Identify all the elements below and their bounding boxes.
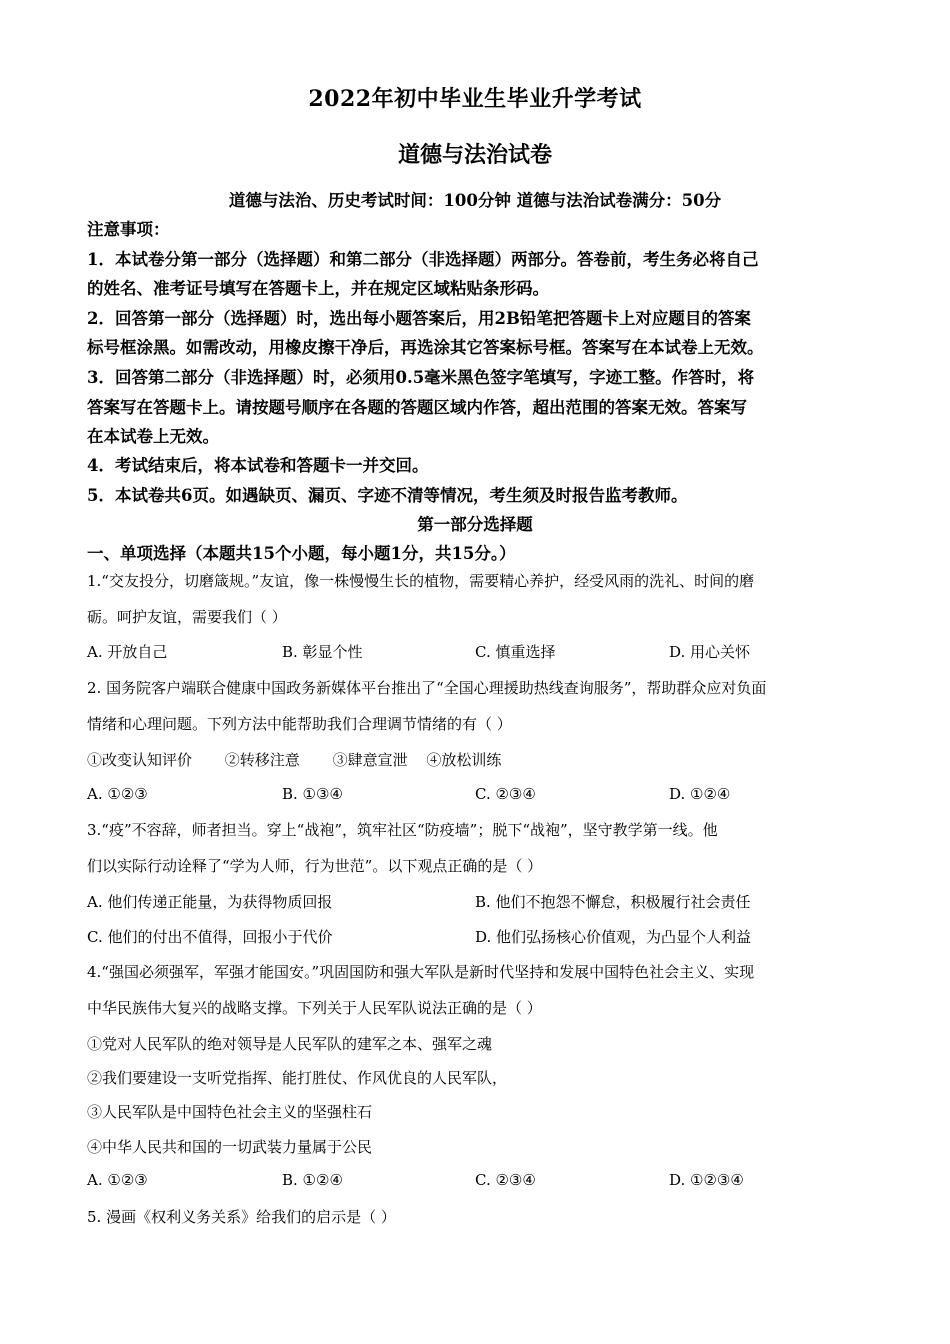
notice-line: 在本试卷上无效。	[87, 427, 219, 446]
q3-option-c: C. 他们的付出不值得，回报小于代价	[87, 928, 333, 946]
q2-option-d: D. ①②④	[669, 785, 731, 803]
exam-subtitle: 道德与法治试卷	[397, 142, 552, 168]
notice-line: 1．本试卷分第一部分（选择题）和第二部分（非选择题）两部分。答卷前，考生务必将自己	[87, 250, 759, 269]
q2-item: ①改变认知评价	[87, 751, 193, 769]
q2-item: ②转移注意	[224, 751, 300, 769]
notice-line: 4．考试结束后，将本试卷和答题卡一并交回。	[87, 456, 429, 475]
q3-stem: 3.“疫”不容辞，师者担当。穿上“战袍”，筑牢社区“防疫墙”；脱下“战袍”，坚守教学第一线。他	[87, 821, 718, 839]
q4-item: ③人民军队是中国特色社会主义的坚强柱石	[87, 1103, 373, 1121]
q2-item: ④放松训练	[426, 751, 502, 769]
q2-item: ③肆意宣泄	[332, 751, 408, 769]
notice-line: 标号框涂黑。如需改动，用橡皮擦干净后，再选涂其它答案标号框。答案写在本试卷上无效。	[87, 338, 764, 357]
q1-option-c: C. 慎重选择	[475, 643, 556, 661]
q2-items	[87, 749, 501, 770]
notice-line: 3．回答第二部分（非选择题）时，必须用0.5毫米黑色签字笔填写，字迹工整。作答时，将	[87, 368, 755, 387]
notice-line: 5．本试卷共6页。如遇缺页、漏页、字迹不清等情况，考生须及时报告监考教师。	[87, 486, 688, 505]
q2-stem: 情绪和心理问题。下列方法中能帮助我们合理调节情绪的有（ ）	[87, 715, 512, 733]
q4-option-a: A. ①②③	[87, 1171, 148, 1189]
q4-item: ②我们要建设一支听党指挥、能打胜仗、作风优良的人民军队，	[87, 1069, 508, 1087]
q3-option-a: A. 他们传递正能量，为获得物质回报	[87, 893, 333, 911]
q4-item: ④中华人民共和国的一切武装力量属于公民	[87, 1138, 373, 1156]
q4-stem: 4.“强国必须强军，军强才能国安。”巩固国防和强大军队是新时代坚持和发展中国特色社会主义、实现	[87, 963, 755, 981]
q2-option-b: B. ①③④	[282, 785, 343, 803]
q1-option-d: D. 用心关怀	[669, 643, 751, 661]
notice-line: 2．回答第一部分（选择题）时，选出每小题答案后，用2B铅笔把答题卡上对应题目的答案	[87, 309, 751, 328]
q2-option-c: C. ②③④	[475, 785, 536, 803]
q4-option-c: C. ②③④	[475, 1171, 536, 1189]
q3-option-b: B. 他们不抱怨不懈怠，积极履行社会责任	[475, 893, 751, 911]
q1-stem: 砺。呵护友谊，需要我们（ ）	[87, 608, 287, 626]
q1-stem: 1.“交友投分，切磨箴规。”友谊，像一株慢慢生长的植物，需要精心养护，经受风雨的洗礼、时间的磨	[87, 572, 755, 590]
q4-item: ①党对人民军队的绝对领导是人民军队的建军之本、强军之魂	[87, 1035, 493, 1053]
exam-info: 道德与法治、历史考试时间：100分钟 道德与法治试卷满分：50分	[228, 191, 722, 210]
q2-option-a: A. ①②③	[87, 785, 148, 803]
q4-option-d: D. ①②③④	[669, 1171, 744, 1189]
q1-option-b: B. 彰显个性	[282, 643, 363, 661]
q3-stem: 们以实际行动诠释了“学为人师，行为世范”。以下观点正确的是（ ）	[87, 857, 543, 875]
notice-line: 答案写在答题卡上。请按题号顺序在各题的答题区域内作答，超出范围的答案无效。答案写	[87, 398, 747, 417]
notice-heading: 注意事项：	[87, 220, 170, 239]
q5-stem: 5. 漫画《权利义务关系》给我们的启示是（ ）	[87, 1208, 396, 1226]
part1-heading: 第一部分选择题	[417, 515, 533, 534]
section-heading: 一、单项选择（本题共15个小题，每小题1分，共15分。）	[87, 544, 516, 563]
q3-option-d: D. 他们弘扬核心价值观，为凸显个人利益	[475, 928, 752, 946]
notice-line: 的姓名、准考证号填写在答题卡上，并在规定区域粘贴条形码。	[87, 279, 549, 298]
q4-stem: 中华民族伟大复兴的战略支撑。下列关于人民军队说法正确的是（ ）	[87, 999, 542, 1017]
q1-option-a: A. 开放自己	[87, 643, 168, 661]
exam-title: 2022年初中毕业生毕业升学考试	[308, 86, 642, 112]
q4-option-b: B. ①②④	[282, 1171, 343, 1189]
q2-stem: 2. 国务院客户端联合健康中国政务新媒体平台推出了“全国心理援助热线查询服务”，帮助群众应对负面	[87, 679, 767, 697]
